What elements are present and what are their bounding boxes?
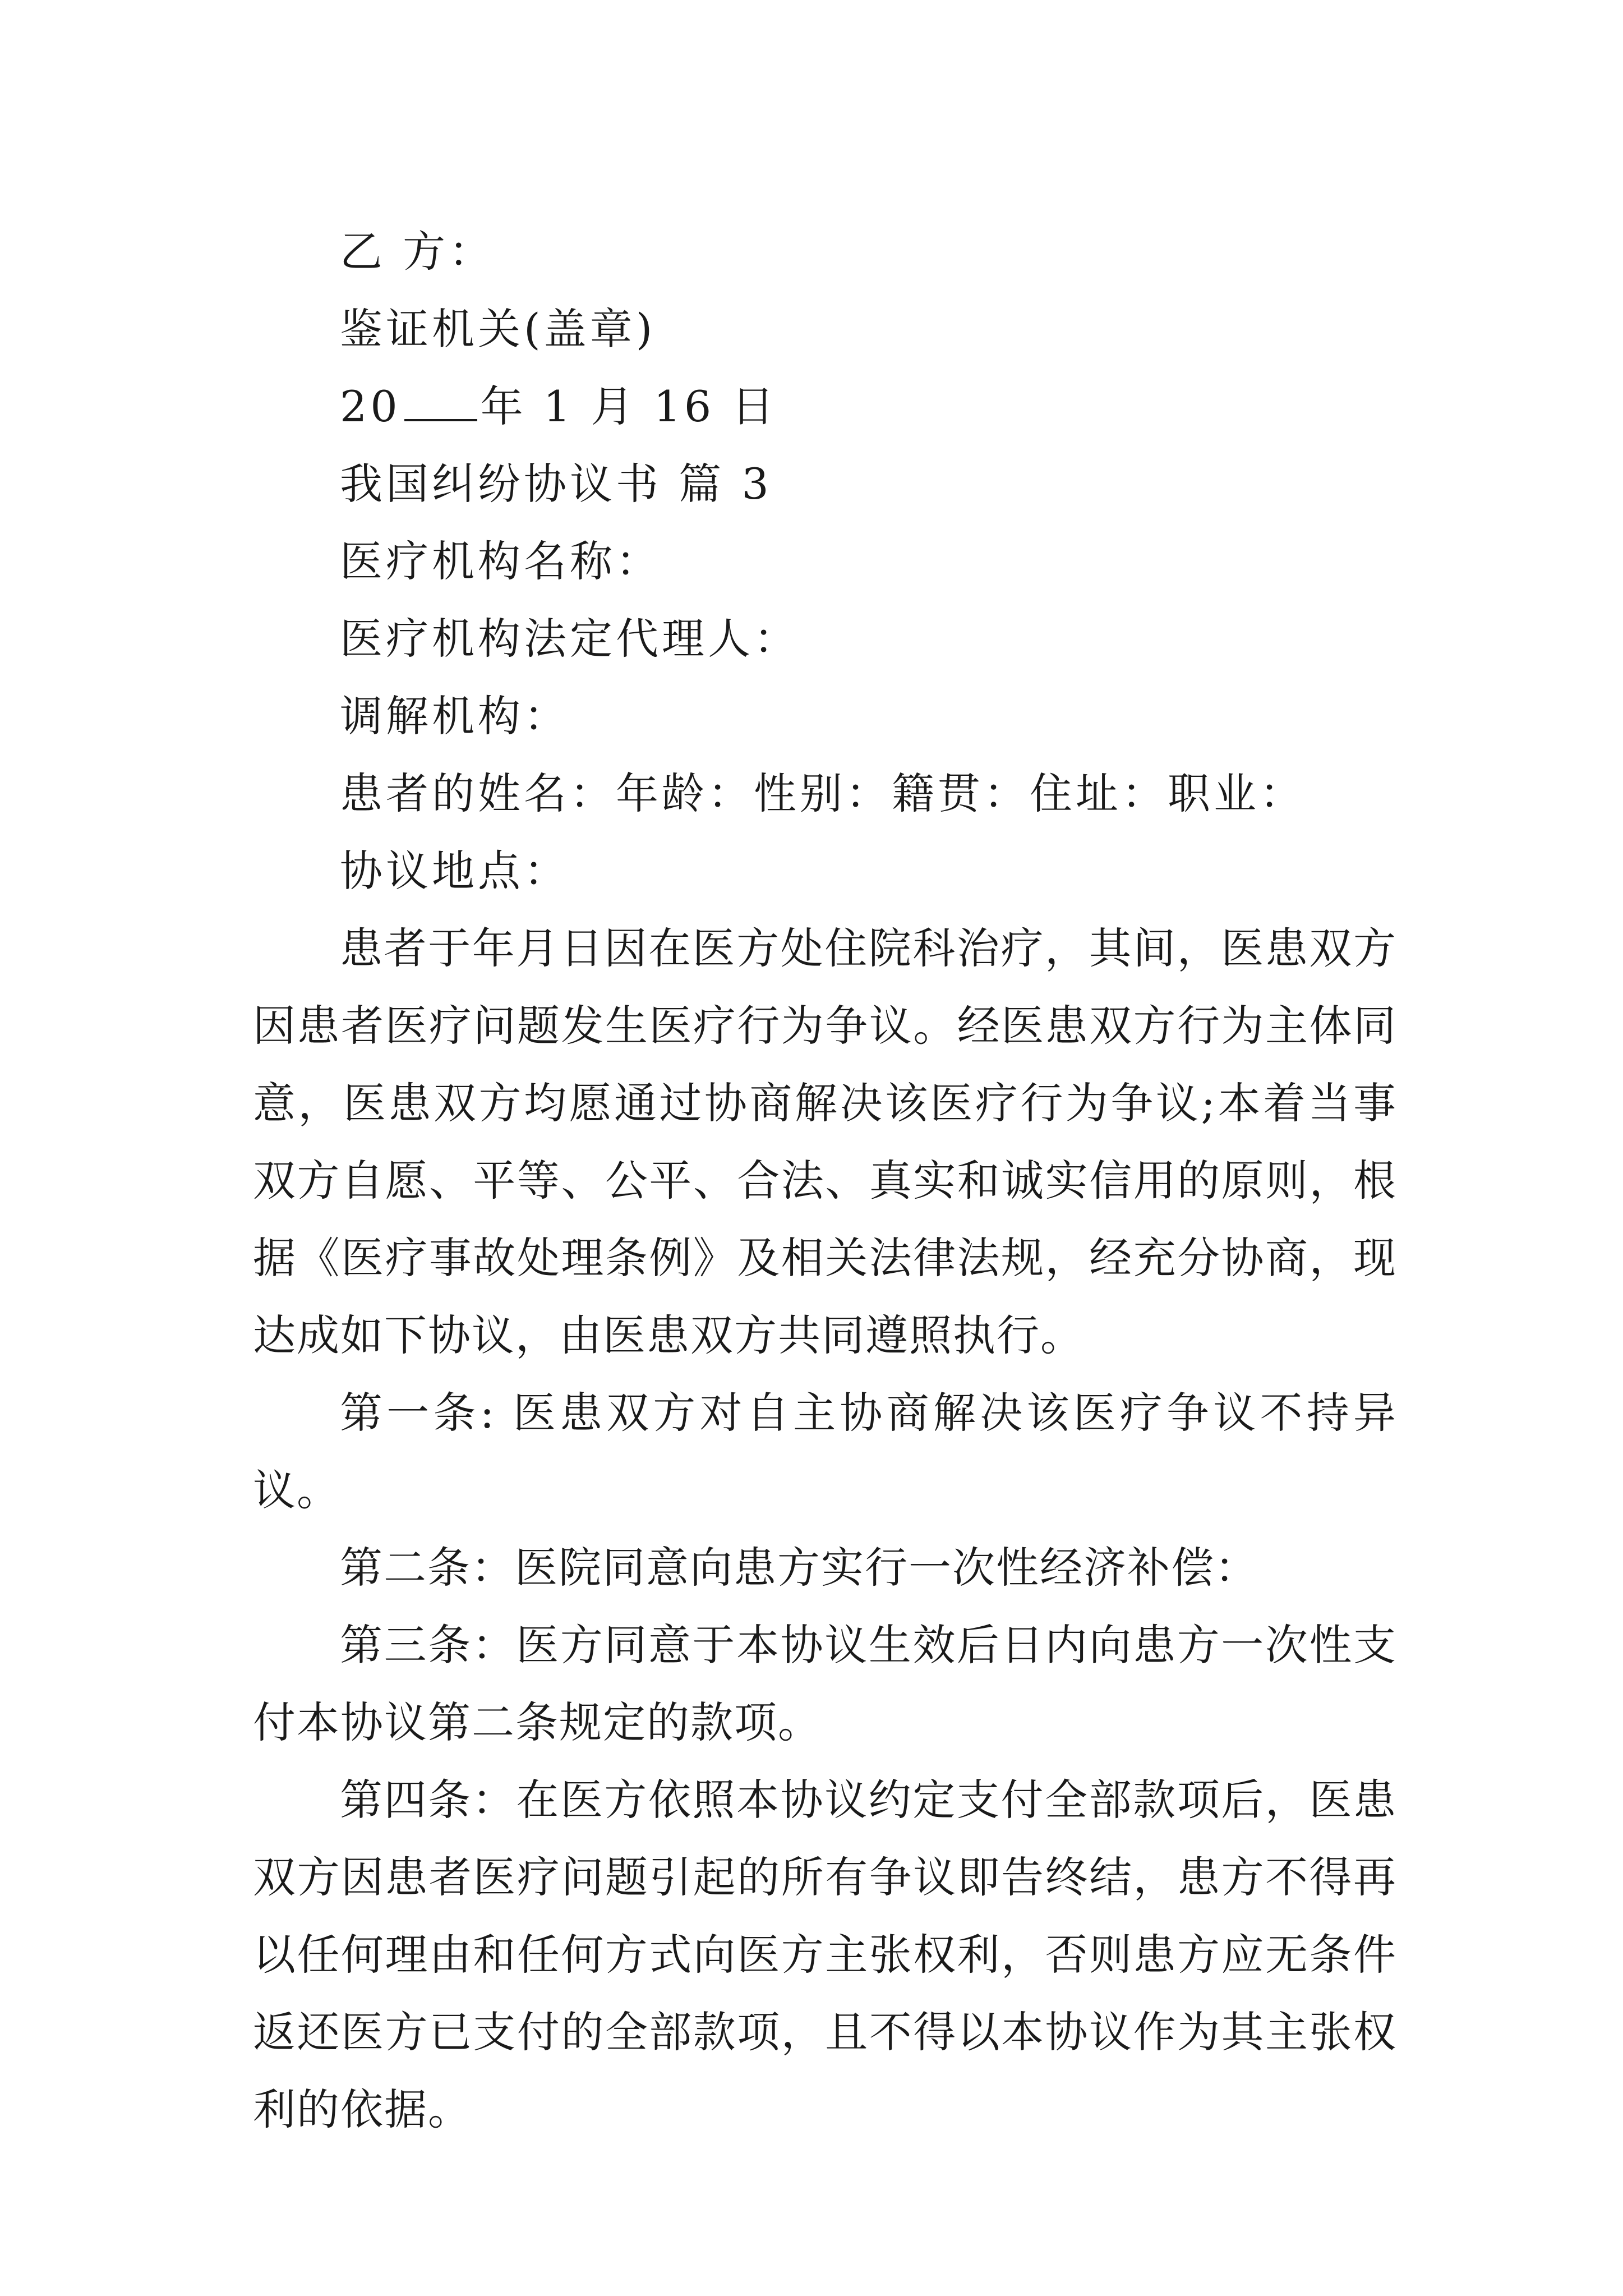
party-b-label: 乙 方： xyxy=(340,227,495,277)
paragraph-preamble: 患者于年月日因在医方处住院科治疗，其间，医患双方因患者医疗问题发生医疗行为争议。经医患双方行为主体同意，医患双方均愿通过协商解决该医疗行为争议;本着当事双方自愿、平等、公平、合法、真实和诚实信用的原则，根据《医疗事故处理条例》及相关法律法规，经充分协商，现达成如下协议，由医患双方共同遵照执行。 xyxy=(253,923,1397,1360)
field-patient-info: 患者的姓名：年龄：性别：籍贯：住址：职业： xyxy=(340,769,1306,818)
paragraph-article-2: 第二条：医院同意向患方实行一次性经济补偿： xyxy=(340,1543,1258,1593)
section-title: 我国纠纷协议书 篇 3 xyxy=(340,459,772,509)
date-rest: 年 1 月 16 日 xyxy=(480,381,778,431)
date-line xyxy=(253,368,1397,445)
field-agreement-location: 协议地点： xyxy=(340,846,570,896)
paragraph-article-3: 第三条：医方同意于本协议生效后日内向患方一次性支付本协议第二条规定的款项。 xyxy=(253,1620,1397,1747)
date-year-blank xyxy=(404,385,477,421)
document-body xyxy=(253,213,1397,2148)
date-year-prefix: 20 xyxy=(340,381,401,431)
notary-seal-label: 鉴证机关(盖章) xyxy=(340,304,656,354)
paragraph-article-1: 第一条: 医患双方对自主协商解决该医疗争议不持异议。 xyxy=(253,1388,1397,1515)
paragraph-article-4: 第四条：在医方依照本协议约定支付全部款项后，医患双方因患者医疗问题引起的所有争议即告终结，患方不得再以任何理由和任何方式向医方主张权利，否则患方应无条件返还医方已支付的全部款项，且不得以本协议作为其主张权利的依据。 xyxy=(253,1775,1397,2134)
field-legal-representative: 医疗机构法定代理人： xyxy=(340,614,800,664)
field-mediation-institution: 调解机构： xyxy=(340,691,570,741)
field-medical-institution-name: 医疗机构名称： xyxy=(340,536,662,586)
